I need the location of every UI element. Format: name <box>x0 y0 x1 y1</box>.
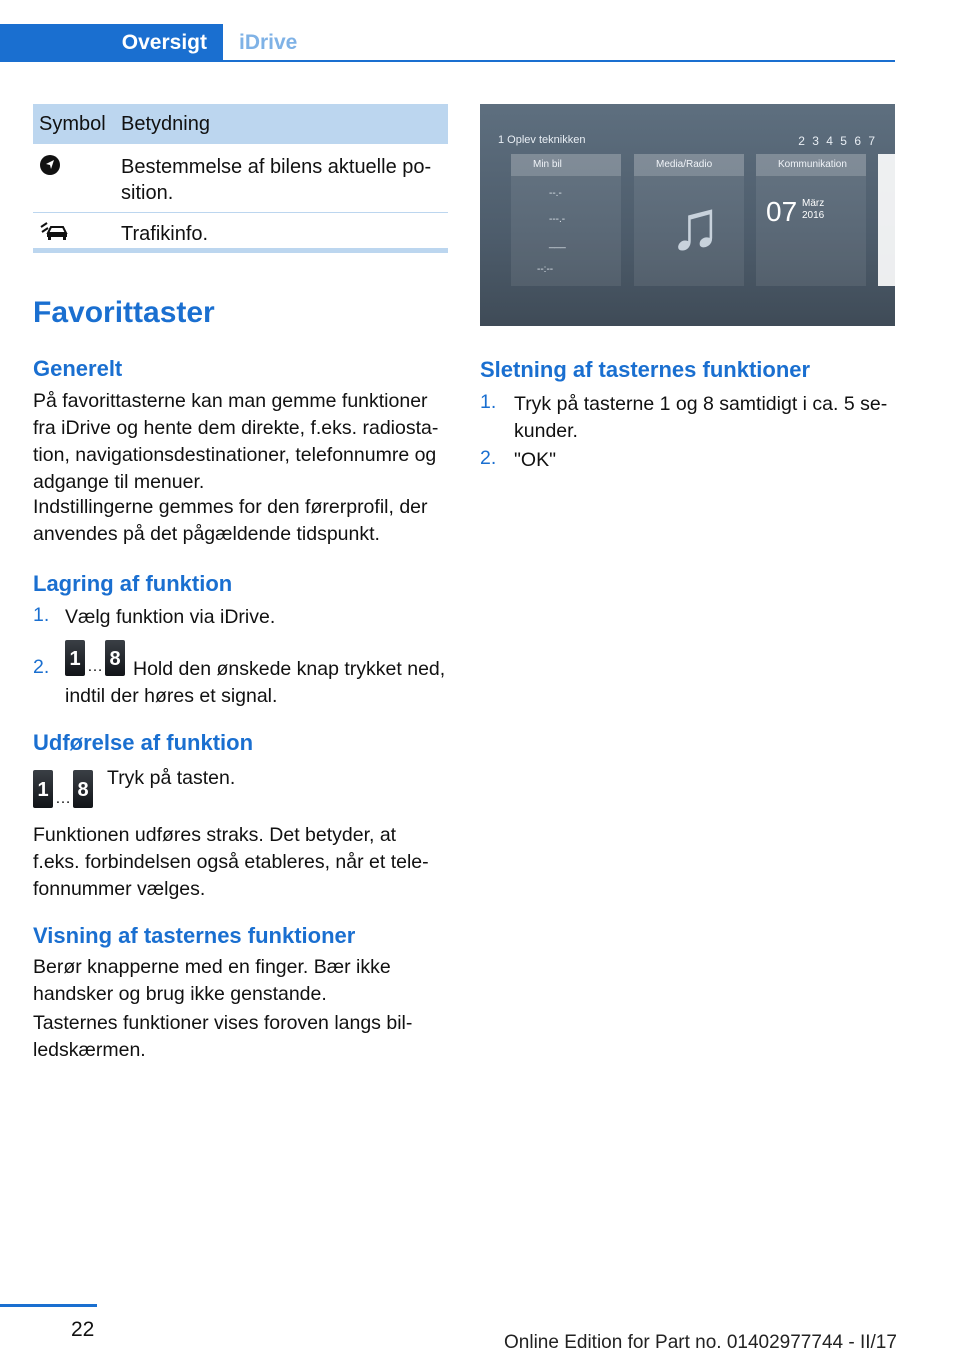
heading-general: Generelt <box>33 356 123 381</box>
favorite-key-1: 1 <box>33 770 53 808</box>
execute-paragraph: Funktionen udføres straks. Det betyder, at f.eks. forbindelsen også etableres, når et tele-fonnummer vælges. <box>33 824 429 900</box>
step-number: 1. <box>33 604 50 626</box>
date-month-year <box>802 198 824 222</box>
heading-display: Visning af tasternes funktioner <box>33 923 356 948</box>
favorite-key-8: 8 <box>73 770 93 808</box>
step-number: 1. <box>480 391 497 413</box>
table-cell-meaning: Bestemmelse af bilens aktuelle po-sition. <box>121 144 448 213</box>
step-number: 2. <box>480 447 497 469</box>
table-row <box>33 144 448 213</box>
step-text: Tryk på tasterne 1 og 8 samtidigt i ca. 5 se-kunder. <box>514 393 888 442</box>
column-header-meaning: Betydning <box>121 104 448 144</box>
navigation-arrow-icon <box>39 154 61 176</box>
favorite-key-8: 8 <box>105 640 125 676</box>
tile-value: --:-- <box>537 264 554 275</box>
section-title: Favorittaster <box>33 296 215 329</box>
heading-storing: Lagring af funktion <box>33 571 233 596</box>
screen-tile-edge <box>878 154 895 286</box>
table-cell-meaning: Trafikinfo. <box>121 223 209 245</box>
general-paragraph-1: På favorittasterne kan man gemme funktioner fra iDrive og hente dem direkte, f.eks. radiosta-tion, navigationsdestinationer, telefonnumre og adgange til menuer. <box>33 390 439 493</box>
key-ellipsis: … <box>87 658 103 675</box>
heading-delete: Sletning af tasternes funktioner <box>480 357 811 382</box>
screen-tile-min-bil <box>511 154 621 286</box>
date-year: 2016 <box>802 210 825 221</box>
date-month: März <box>802 198 825 209</box>
step-text: Hold den ønskede knap trykket ned, indtil der høres et signal. <box>65 658 446 707</box>
general-paragraph-2: Indstillingerne gemmes for den førerprofil, der anvendes på det pågældende tidspunkt. <box>33 496 428 545</box>
screen-tile-media <box>634 154 744 286</box>
traffic-info-icon <box>39 221 69 241</box>
tab-idrive[interactable]: iDrive <box>239 31 298 54</box>
table-header-row <box>33 104 448 144</box>
screen-tile-communication <box>756 154 866 286</box>
header-divider <box>0 60 895 62</box>
favorite-key-1: 1 <box>65 640 85 676</box>
display-paragraph-2: Tasternes funktioner vises foroven langs bil-ledskærmen. <box>33 1012 413 1061</box>
step-number: 2. <box>33 656 50 678</box>
music-note-icon: ♫ <box>668 186 722 264</box>
tile-title: Kommunikation <box>756 154 866 176</box>
edition-text: Online Edition for Part no. 01402977744 - II/17 <box>504 1332 897 1353</box>
step-text: "OK" <box>514 449 557 471</box>
tile-value: ___ <box>549 238 566 249</box>
footer-rule <box>0 1304 97 1307</box>
idrive-screen-image <box>480 104 895 326</box>
tile-value: --.- <box>549 188 562 199</box>
key-range-graphic <box>33 770 93 808</box>
step-text: Vælg funktion via iDrive. <box>65 606 276 628</box>
symbol-table <box>33 104 448 259</box>
column-header-symbol: Symbol <box>33 104 121 144</box>
table-cell-symbol <box>33 144 121 213</box>
page-number: 22 <box>71 1318 95 1341</box>
display-paragraph-1: Berør knapperne med en finger. Bær ikke handsker og brug ikke genstande. <box>33 956 391 1005</box>
heading-execute: Udførelse af funktion <box>33 730 254 755</box>
tile-title: Media/Radio <box>634 154 744 176</box>
tab-oversigt-label: Oversigt <box>121 31 207 54</box>
execute-text: Tryk på tasten. <box>107 767 236 789</box>
table-bottom-rule <box>33 248 448 253</box>
screen-favorite-label: 1 Oplev teknikken <box>498 134 586 146</box>
screen-favorite-numbers: 2 3 4 5 6 7 <box>798 134 877 148</box>
tile-value: ---.- <box>549 214 566 225</box>
date-day: 07 <box>766 196 798 227</box>
tile-title: Min bil <box>511 154 621 176</box>
key-ellipsis: … <box>55 790 71 807</box>
tab-oversigt[interactable] <box>0 24 223 60</box>
